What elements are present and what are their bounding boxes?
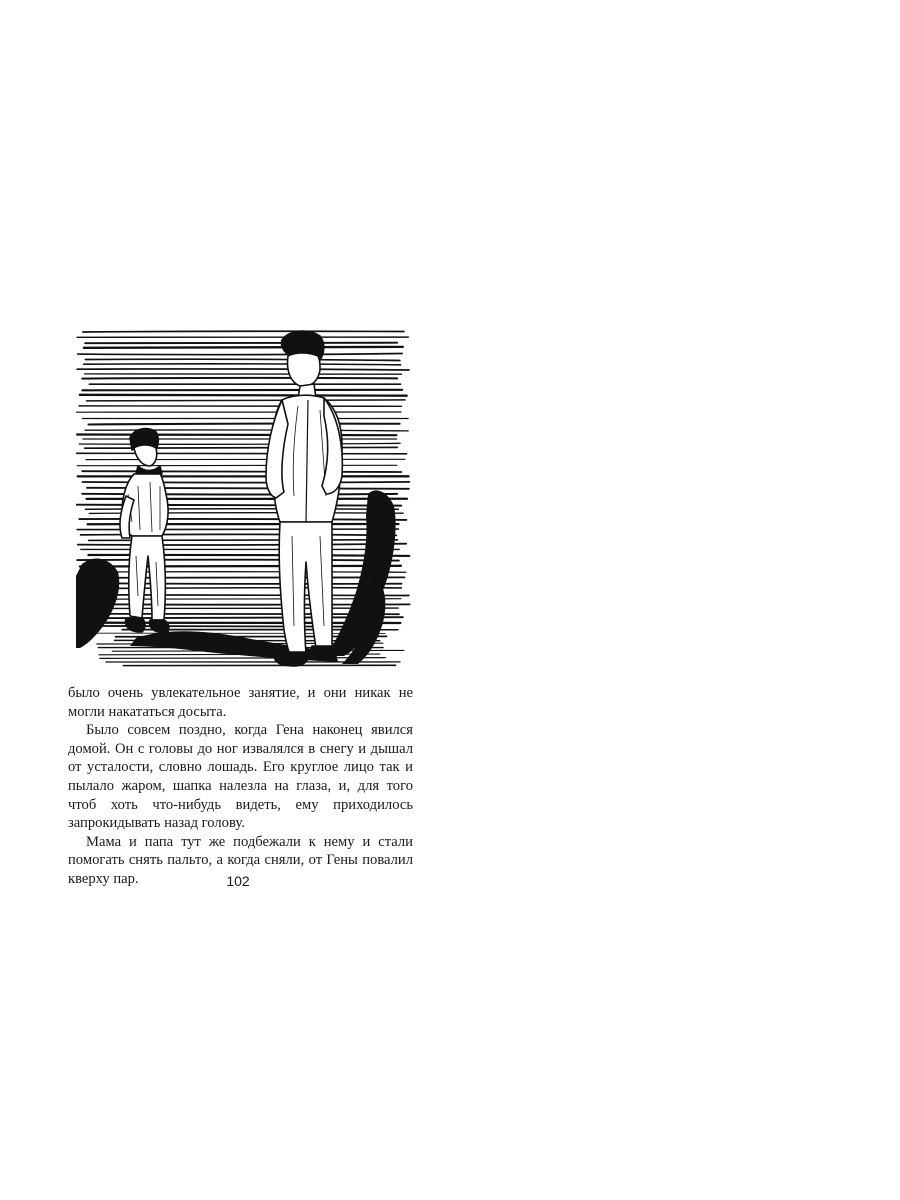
paragraph: было очень увлекательное занятие, и они никак не могли накататься досыта. [68, 685, 413, 720]
hatch-stroke [78, 354, 403, 355]
hatch-stroke [82, 378, 397, 379]
hatch-stroke [85, 430, 408, 431]
hatch-stroke [89, 424, 400, 425]
left-page-text [68, 684, 413, 889]
hatch-stroke [84, 364, 401, 365]
hatch-stroke [80, 395, 407, 396]
hatch-stroke [77, 465, 397, 466]
ground-stroke [99, 658, 385, 659]
hatch-stroke [82, 471, 401, 472]
hatch-stroke [78, 583, 402, 584]
hatch-stroke [87, 400, 406, 401]
page-number-left: 102 [226, 873, 250, 889]
paragraph: Мама и папа тут же подбежали к нему и стали помогать снять пальто, а когда сняли, от Гены повалил кверху пар. [68, 833, 413, 887]
hatch-stroke [76, 453, 407, 454]
hatch-stroke [83, 331, 404, 332]
hatch-stroke [85, 343, 397, 344]
hatch-stroke [77, 435, 396, 436]
paragraph: Было совсем поздно, когда Гена наконец явился домой. Он с головы до ног извалялся в снегу и дышал от усталости, словно лошадь. Его круглое лицо так и пылало жаром, шапка налезла на глаза, и, для того чтоб хоть что-нибудь видеть, ему приходилось запрокидывать назад голову. [68, 722, 413, 832]
hatch-stroke [84, 347, 403, 348]
illustration-man-and-boy [76, 326, 412, 672]
hatch-stroke [78, 544, 406, 545]
hatch-stroke [80, 566, 401, 567]
right-page [450, 0, 900, 1200]
hatch-stroke [77, 560, 399, 561]
hatch-stroke [79, 443, 400, 444]
hatch-stroke [82, 390, 402, 391]
hatch-stroke [85, 359, 400, 360]
hatch-stroke [77, 369, 409, 370]
man-figure [266, 331, 342, 666]
